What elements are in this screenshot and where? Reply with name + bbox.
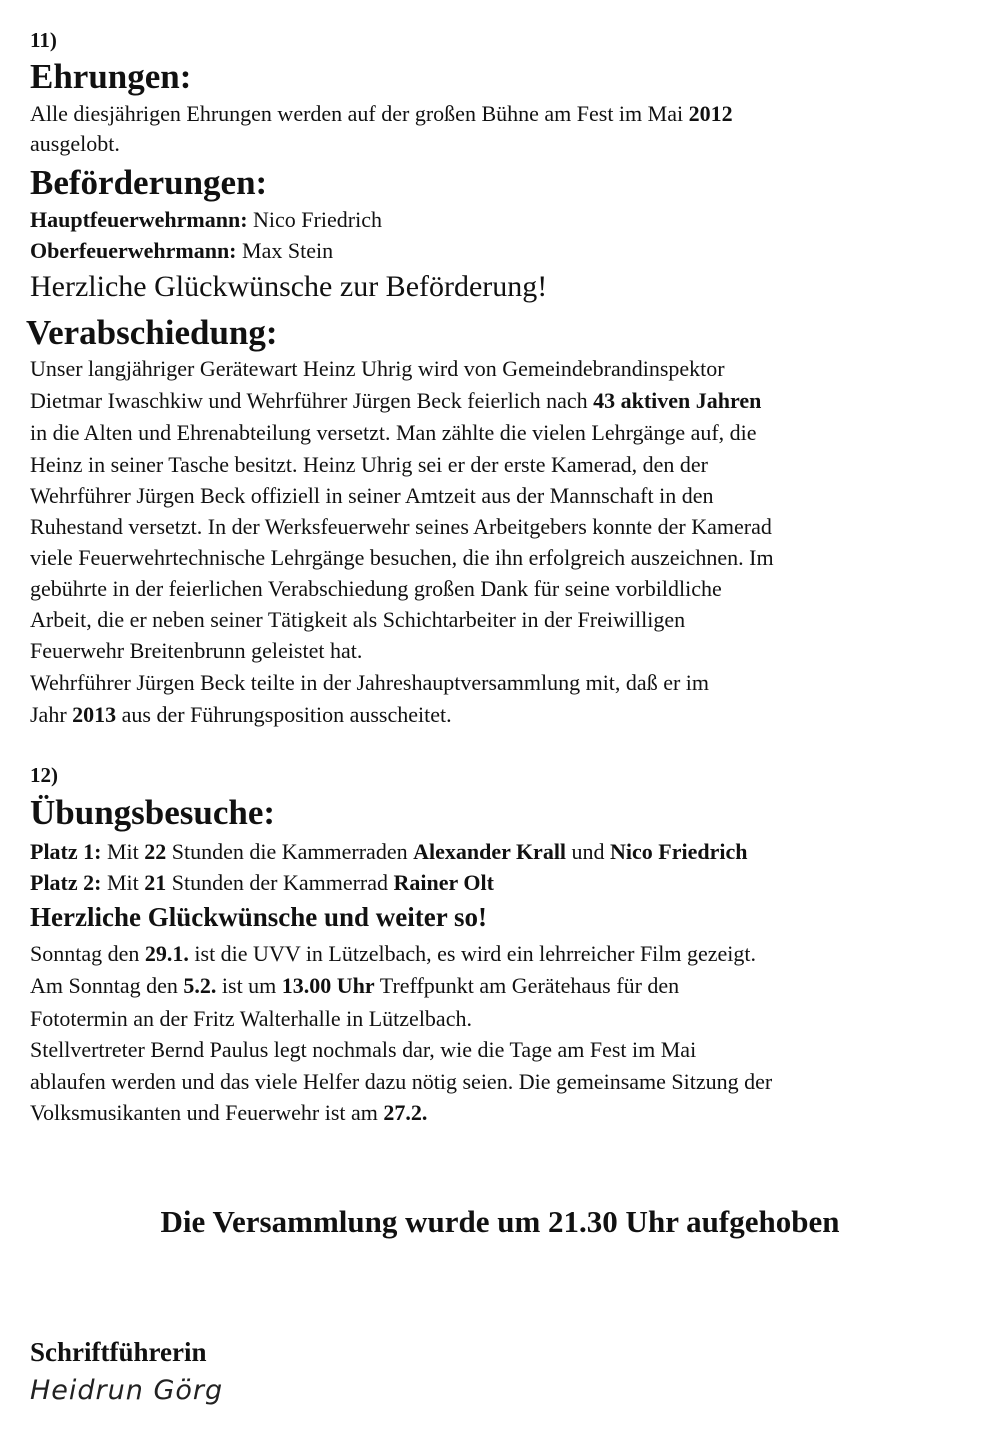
farewell-line-10: Feuerwehr Breitenbrunn geleistet hat. — [30, 638, 363, 663]
farewell-line-3: in die Alten und Ehrenabteilung versetzt. Man zählte die vielen Lehrgänge auf, die — [30, 420, 757, 445]
section-11-number: 11) — [30, 28, 57, 52]
farewell-line-12 — [30, 702, 452, 728]
info-line-3: Fototermin an der Fritz Walterhalle in Lützelbach. — [30, 1006, 472, 1031]
info-line-2-time: 13.00 Uhr — [281, 973, 375, 998]
promotion-1-rank: Hauptfeuerwehrmann: — [30, 207, 248, 232]
platz-2-hours: 21 — [144, 870, 167, 895]
promotion-2-name: Max Stein — [236, 238, 334, 263]
heading-uebungsbesuche: Übungsbesuche: — [30, 793, 276, 832]
ehrungen-text: Alle diesjährigen Ehrungen werden auf der großen Bühne am Fest im Mai — [30, 101, 689, 126]
farewell-line-12-a: Jahr — [30, 702, 73, 727]
heading-befoerderungen: Beförderungen: — [30, 163, 268, 202]
farewell-years: 43 aktiven Jahren — [593, 388, 762, 413]
heading-verabschiedung: Verabschiedung: — [26, 313, 278, 352]
info-line-2 — [30, 973, 679, 999]
farewell-line-6: Ruhestand versetzt. In der Werksfeuerwehr seines Arbeitgebers konnte der Kamerad — [30, 514, 772, 539]
platz-1-text-1: Mit — [101, 839, 145, 864]
farewell-year: 2013 — [72, 702, 117, 727]
farewell-line-2-text: Dietmar Iwaschkiw und Wehrführer Jürgen Beck feierlich nach — [30, 388, 594, 413]
promotion-1-name: Nico Friedrich — [247, 207, 382, 232]
training-congrats: Herzliche Glückwünsche und weiter so! — [30, 902, 487, 932]
info-line-6 — [30, 1100, 427, 1126]
platz-1-name-1: Alexander Krall — [413, 839, 567, 864]
farewell-line-12-b: aus der Führungsposition ausscheitet. — [116, 702, 452, 727]
promotion-1 — [30, 207, 382, 233]
platz-2 — [30, 870, 494, 896]
platz-1-label: Platz 1: — [30, 839, 102, 864]
farewell-line-7: viele Feuerwehrtechnische Lehrgänge besuchen, die ihn erfolgreich auszeichnen. Im — [30, 545, 774, 570]
promotion-2 — [30, 238, 333, 264]
info-line-6-date: 27.2. — [383, 1100, 428, 1125]
farewell-line-5: Wehrführer Jürgen Beck offiziell in seiner Amtzeit aus der Mannschaft in den — [30, 483, 714, 508]
platz-2-text-1: Mit — [101, 870, 145, 895]
info-line-2-date: 5.2. — [183, 973, 217, 998]
platz-2-label: Platz 2: — [30, 870, 102, 895]
info-line-1-date: 29.1. — [144, 941, 189, 966]
heading-ehrungen: Ehrungen: — [30, 57, 192, 96]
ehrungen-line-2: ausgelobt. — [30, 131, 120, 156]
info-line-5: ablaufen werden und das viele Helfer dazu nötig seien. Die gemeinsame Sitzung der — [30, 1069, 773, 1094]
info-line-1 — [30, 941, 756, 967]
platz-1-name-2: Nico Friedrich — [610, 839, 748, 864]
farewell-line-4: Heinz in seiner Tasche besitzt. Heinz Uhrig sei er der erste Kamerad, den der — [30, 452, 708, 477]
section-12-number: 12) — [30, 763, 58, 787]
promotion-2-rank: Oberfeuerwehrmann: — [30, 238, 237, 263]
farewell-line-2 — [30, 388, 761, 414]
closing-statement: Die Versammlung wurde um 21.30 Uhr aufgehoben — [160, 1204, 840, 1239]
platz-1-hours: 22 — [144, 839, 167, 864]
farewell-line-1: Unser langjähriger Gerätewart Heinz Uhrig wird von Gemeindebrandinspektor — [30, 356, 725, 381]
info-line-2-a: Am Sonntag den — [30, 973, 184, 998]
ehrungen-year: 2012 — [688, 101, 733, 126]
info-line-1-b: ist die UVV in Lützelbach, es wird ein lehrreicher Film gezeigt. — [188, 941, 757, 966]
farewell-line-9: Arbeit, die er neben seiner Tätigkeit als Schichtarbeiter in der Freiwilligen — [30, 607, 686, 632]
promotion-congrats: Herzliche Glückwünsche zur Beförderung! — [30, 270, 548, 303]
handwritten-signature: Heidrun Görg — [30, 1375, 224, 1406]
info-line-2-b: ist um — [216, 973, 282, 998]
info-line-4: Stellvertreter Bernd Paulus legt nochmals dar, wie die Tage am Fest im Mai — [30, 1037, 697, 1062]
signature-title: Schriftführerin — [30, 1337, 207, 1367]
info-line-1-a: Sonntag den — [30, 941, 145, 966]
platz-2-name: Rainer Olt — [393, 870, 494, 895]
farewell-line-11: Wehrführer Jürgen Beck teilte in der Jahreshauptversammlung mit, daß er im — [30, 670, 710, 695]
platz-1-text-2: Stunden die Kammerraden — [166, 839, 414, 864]
info-line-2-c: Treffpunkt am Gerätehaus für den — [374, 973, 680, 998]
platz-1 — [30, 839, 748, 865]
farewell-line-8: gebührte in der feierlichen Verabschiedung großen Dank für seine vorbildliche — [30, 576, 722, 601]
info-line-6-a: Volksmusikanten und Feuerwehr ist am — [30, 1100, 384, 1125]
ehrungen-line-1 — [30, 101, 733, 127]
platz-2-text-2: Stunden der Kammerrad — [166, 870, 394, 895]
platz-1-text-3: und — [566, 839, 611, 864]
